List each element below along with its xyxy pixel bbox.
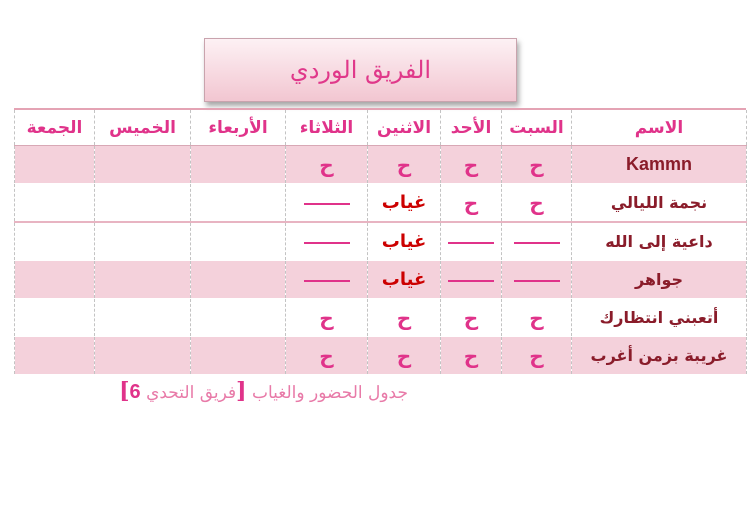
attendance-cell (286, 184, 368, 223)
caption-team-text: فريق التحدي (146, 383, 237, 403)
no-record-line (448, 242, 494, 244)
present-mark: ح (463, 305, 479, 330)
header-sunday: الأحد (441, 110, 502, 146)
no-record-line (514, 280, 560, 282)
attendance-cell (191, 337, 286, 375)
header-wednesday: الأربعاء (191, 110, 286, 146)
header-name: الاسم (572, 110, 747, 146)
present-mark: ح (529, 305, 544, 330)
present-mark: ح (463, 343, 479, 368)
present-mark: ح (529, 190, 544, 215)
attendance-cell (441, 184, 502, 223)
table-row (15, 337, 747, 375)
attendance-cell (502, 261, 572, 299)
student-name: أتعبني انتظارك (572, 299, 747, 337)
present-mark: ح (396, 343, 412, 368)
attendance-cell (502, 337, 572, 375)
attendance-cell (286, 299, 368, 337)
attendance-cell (95, 222, 191, 261)
attendance-cell (441, 146, 502, 184)
present-mark: ح (463, 152, 479, 177)
student-name: Kammn (572, 146, 747, 184)
attendance-cell (441, 222, 502, 261)
team-title: الفريق الوردي (204, 38, 517, 102)
attendance-cell (95, 146, 191, 184)
table-row (15, 299, 747, 337)
attendance-cell (286, 222, 368, 261)
attendance-cell (15, 261, 95, 299)
attendance-cell (441, 261, 502, 299)
present-mark: ح (529, 343, 544, 368)
header-tuesday: الثلاثاء (286, 110, 368, 146)
attendance-cell (15, 299, 95, 337)
attendance-cell (95, 184, 191, 223)
student-name: جواهر (572, 261, 747, 299)
attendance-cell (368, 261, 441, 299)
attendance-cell (441, 337, 502, 375)
no-record-line (304, 203, 350, 205)
attendance-cell (15, 184, 95, 223)
attendance-cell (502, 146, 572, 184)
attendance-cell (191, 184, 286, 223)
absent-mark: غياب (381, 192, 427, 213)
present-mark: ح (319, 152, 334, 177)
table-caption (8, 378, 408, 404)
no-record-line (514, 242, 560, 244)
header-thursday: الخميس (95, 110, 191, 146)
attendance-cell (95, 337, 191, 375)
absent-mark: غياب (381, 231, 427, 252)
caption-bracket-open: [ (236, 378, 247, 404)
student-name: داعية إلى الله (572, 222, 747, 261)
attendance-cell (368, 146, 441, 184)
attendance-cell (286, 146, 368, 184)
header-monday: الاثنين (368, 110, 441, 146)
caption-team-number: 6 (129, 381, 141, 403)
no-record-line (448, 280, 494, 282)
header-row (15, 110, 747, 146)
caption-text: جدول الحضور والغياب (251, 383, 408, 403)
attendance-cell (502, 184, 572, 223)
student-name: غريبة بزمن أغرب (572, 337, 747, 375)
student-name: نجمة الليالي (572, 184, 747, 223)
absent-mark: غياب (381, 269, 427, 290)
attendance-cell (15, 222, 95, 261)
attendance-cell (191, 222, 286, 261)
attendance-cell (286, 261, 368, 299)
attendance-table (14, 108, 746, 375)
caption-bracket-close: ] (119, 378, 130, 404)
present-mark: ح (396, 305, 412, 330)
header-friday: الجمعة (15, 110, 95, 146)
table-row (15, 222, 747, 261)
table-row (15, 146, 747, 184)
attendance-cell (191, 299, 286, 337)
no-record-line (304, 280, 350, 282)
attendance-cell (441, 299, 502, 337)
attendance-cell (191, 146, 286, 184)
table-row (15, 261, 747, 299)
attendance-cell (368, 222, 441, 261)
attendance-cell (502, 299, 572, 337)
attendance-cell (15, 337, 95, 375)
attendance-cell (368, 184, 441, 223)
attendance-cell (286, 337, 368, 375)
present-mark: ح (319, 343, 334, 368)
present-mark: ح (529, 152, 544, 177)
present-mark: ح (396, 152, 412, 177)
attendance-cell (502, 222, 572, 261)
no-record-line (304, 242, 350, 244)
attendance-cell (95, 299, 191, 337)
header-saturday: السبت (502, 110, 572, 146)
present-mark: ح (463, 190, 479, 215)
table-row (15, 184, 747, 223)
attendance-cell (368, 299, 441, 337)
attendance-cell (95, 261, 191, 299)
present-mark: ح (319, 305, 334, 330)
attendance-cell (191, 261, 286, 299)
attendance-cell (368, 337, 441, 375)
attendance-cell (15, 146, 95, 184)
